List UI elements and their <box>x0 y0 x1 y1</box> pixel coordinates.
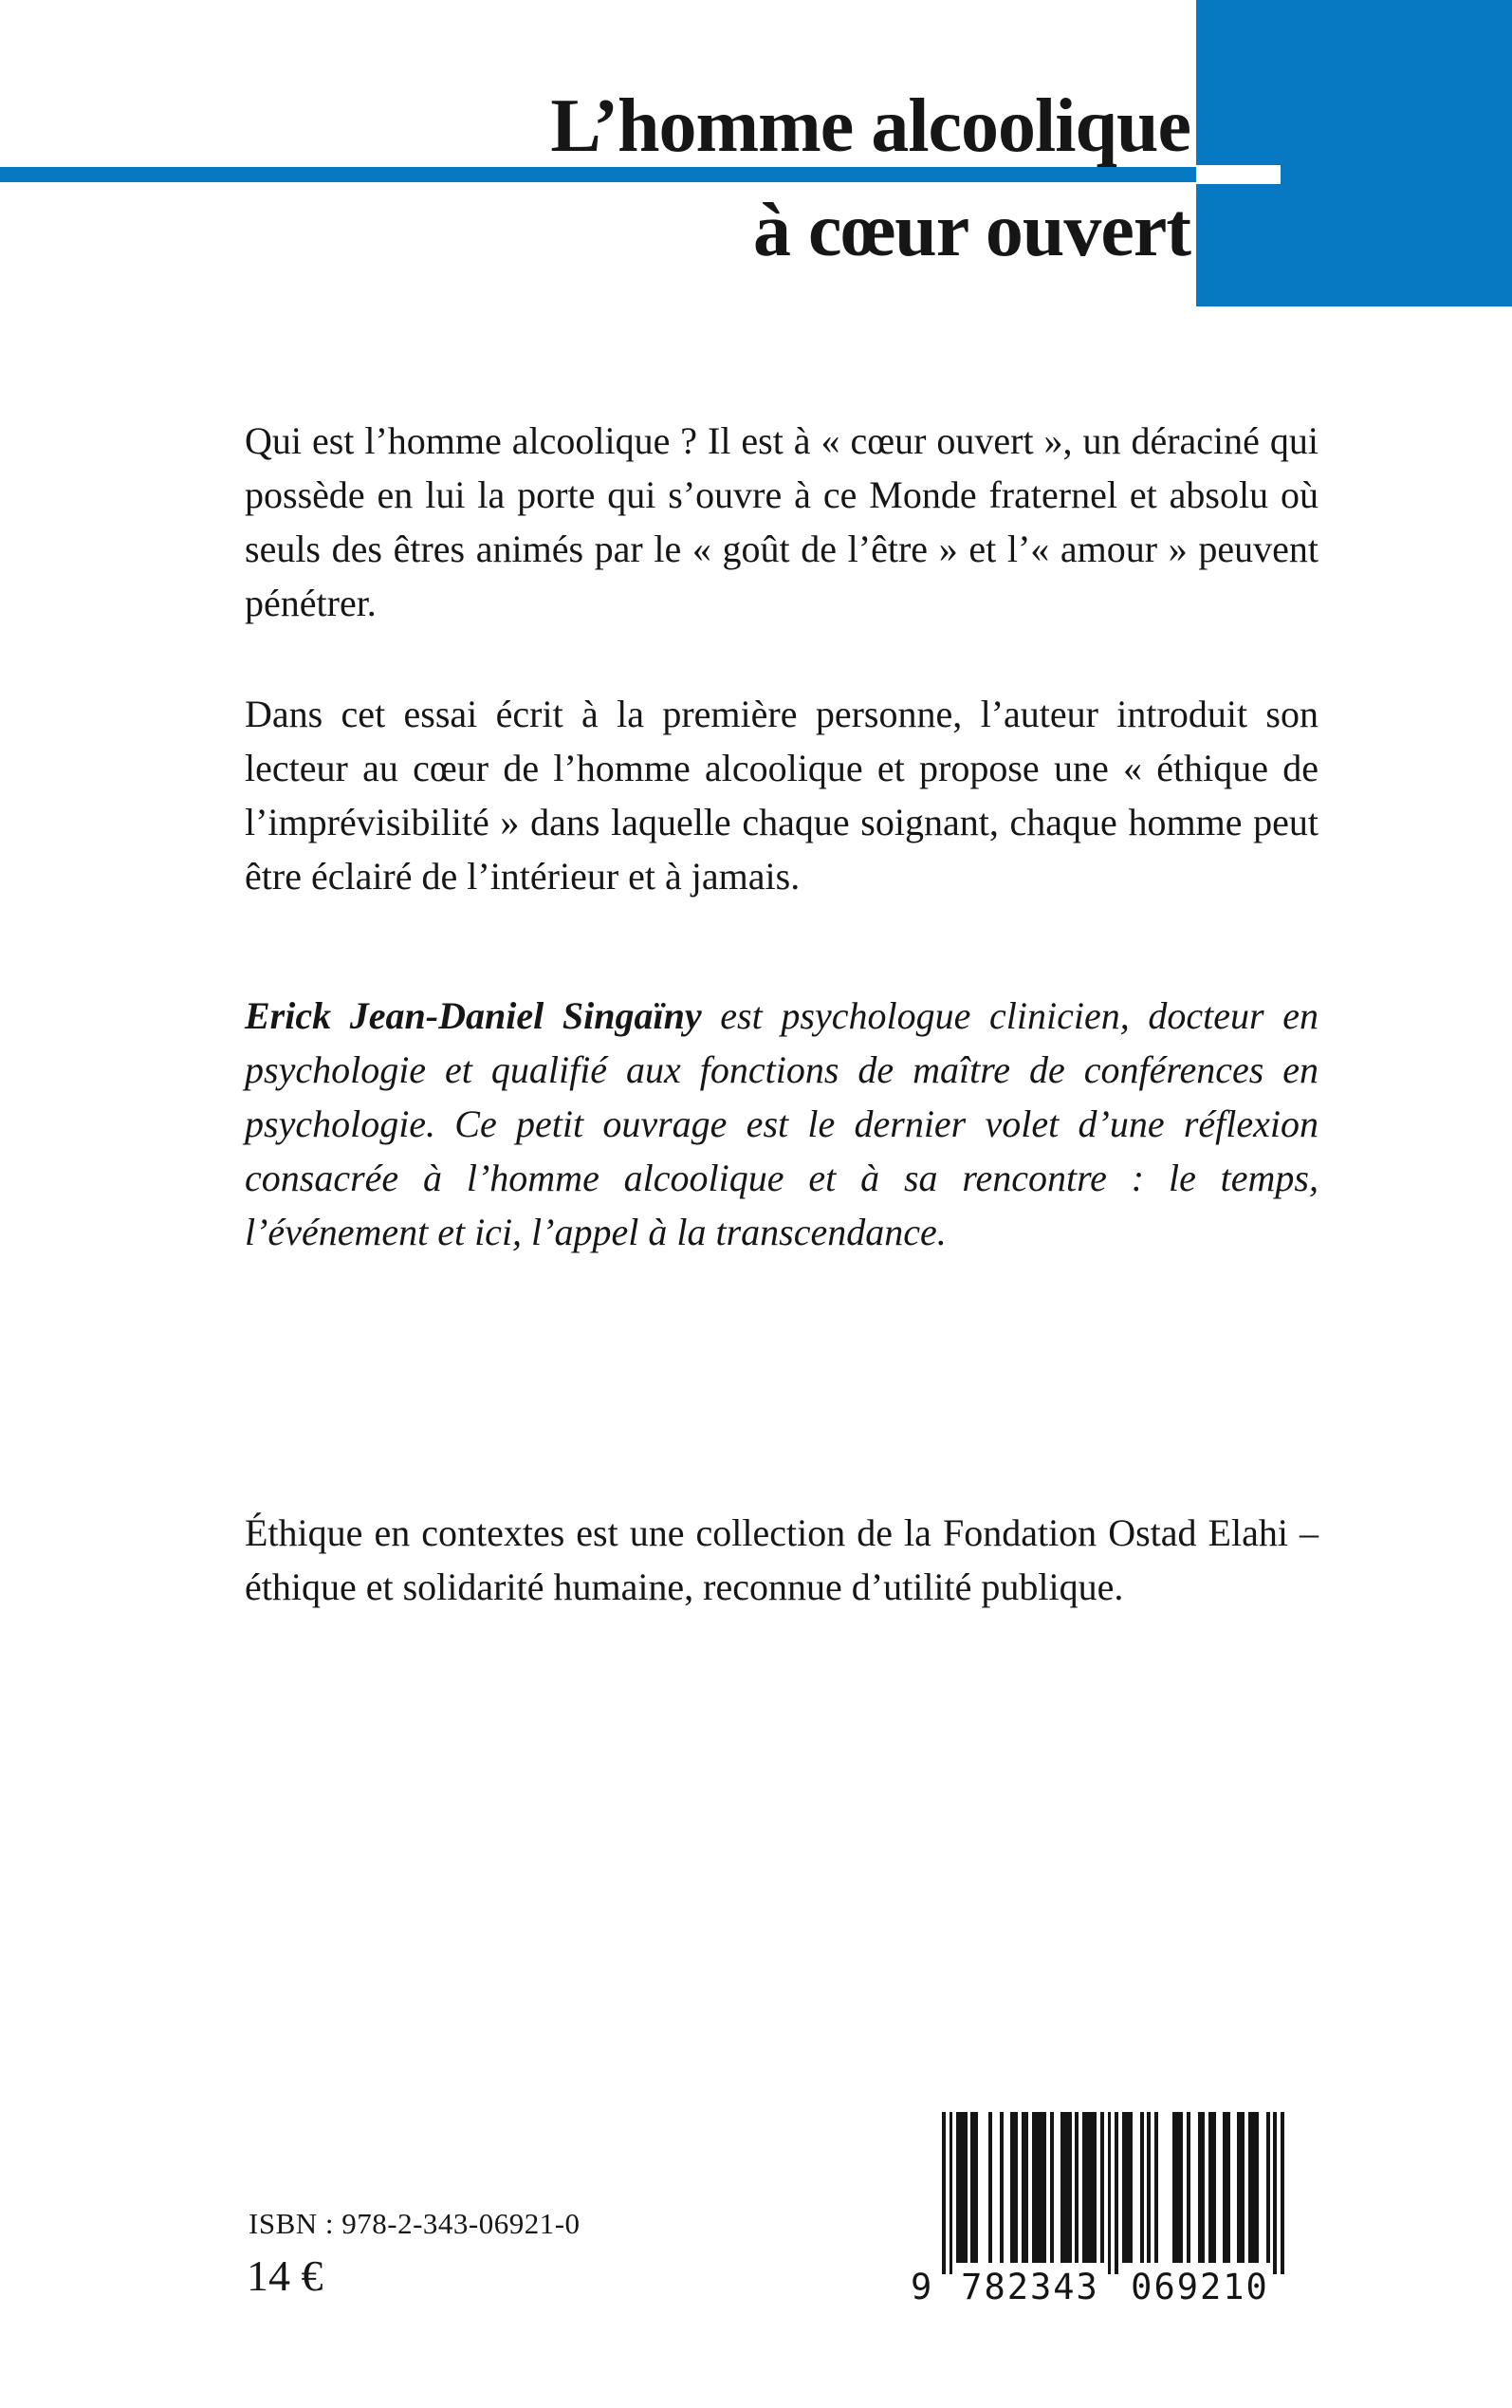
author-bio-paragraph <box>245 989 1318 1259</box>
book-title-line1: L’homme alcoolique <box>550 84 1190 168</box>
price-text: 14 € <box>247 2251 323 2300</box>
isbn-text: ISBN : 978-2-343-06921-0 <box>249 2207 581 2240</box>
ean13-barcode <box>942 2112 1285 2275</box>
collection-paragraph: Éthique en contextes est une collection de la Fondation Ostad Elahi – éthique et solidarité humaine, reconnue d’utilité publique. <box>245 1511 1318 1608</box>
book-title-line2: à cœur ouvert <box>753 189 1190 272</box>
synopsis-paragraph-2: Dans cet essai écrit à la première personne, l’auteur introduit son lecteur au cœur de l’homme alcoolique et propose une « éthique de l’imprévisibilité » dans laquelle chaque soignant, chaque homme peut être éclairé de l’intérieur et à jamais. <box>245 693 1318 898</box>
blue-corner-band <box>1196 0 1512 306</box>
barcode-digit-lead: 9 <box>911 2267 934 2307</box>
barcode-digits-right-group: 069210 <box>1131 2267 1269 2307</box>
book-title <box>550 74 1190 283</box>
white-notch-on-band <box>1196 165 1281 184</box>
synopsis-paragraph-1: Qui est l’homme alcoolique ? Il est à « cœur ouvert », un déraciné qui possède en lui la porte qui s’ouvre à ce Monde fraternel et absolu où seuls des êtres animés par le « goût de l’être » et l’« amour » peuvent pénétrer. <box>245 419 1318 624</box>
barcode-digits-left-group: 782343 <box>961 2267 1099 2307</box>
author-bio-text: est psychologue clinicien, docteur en psychologie et qualifié aux fonctions de maître de conférences en psychologie. Ce petit ouvrage est le dernier volet d’une réflexion consacrée à l’homme alcoolique et à sa rencontre : le temps, l’événement et ici, l’appel à la transcendance. <box>245 994 1318 1253</box>
author-name: Erick Jean-Daniel Singaïny <box>245 994 702 1037</box>
